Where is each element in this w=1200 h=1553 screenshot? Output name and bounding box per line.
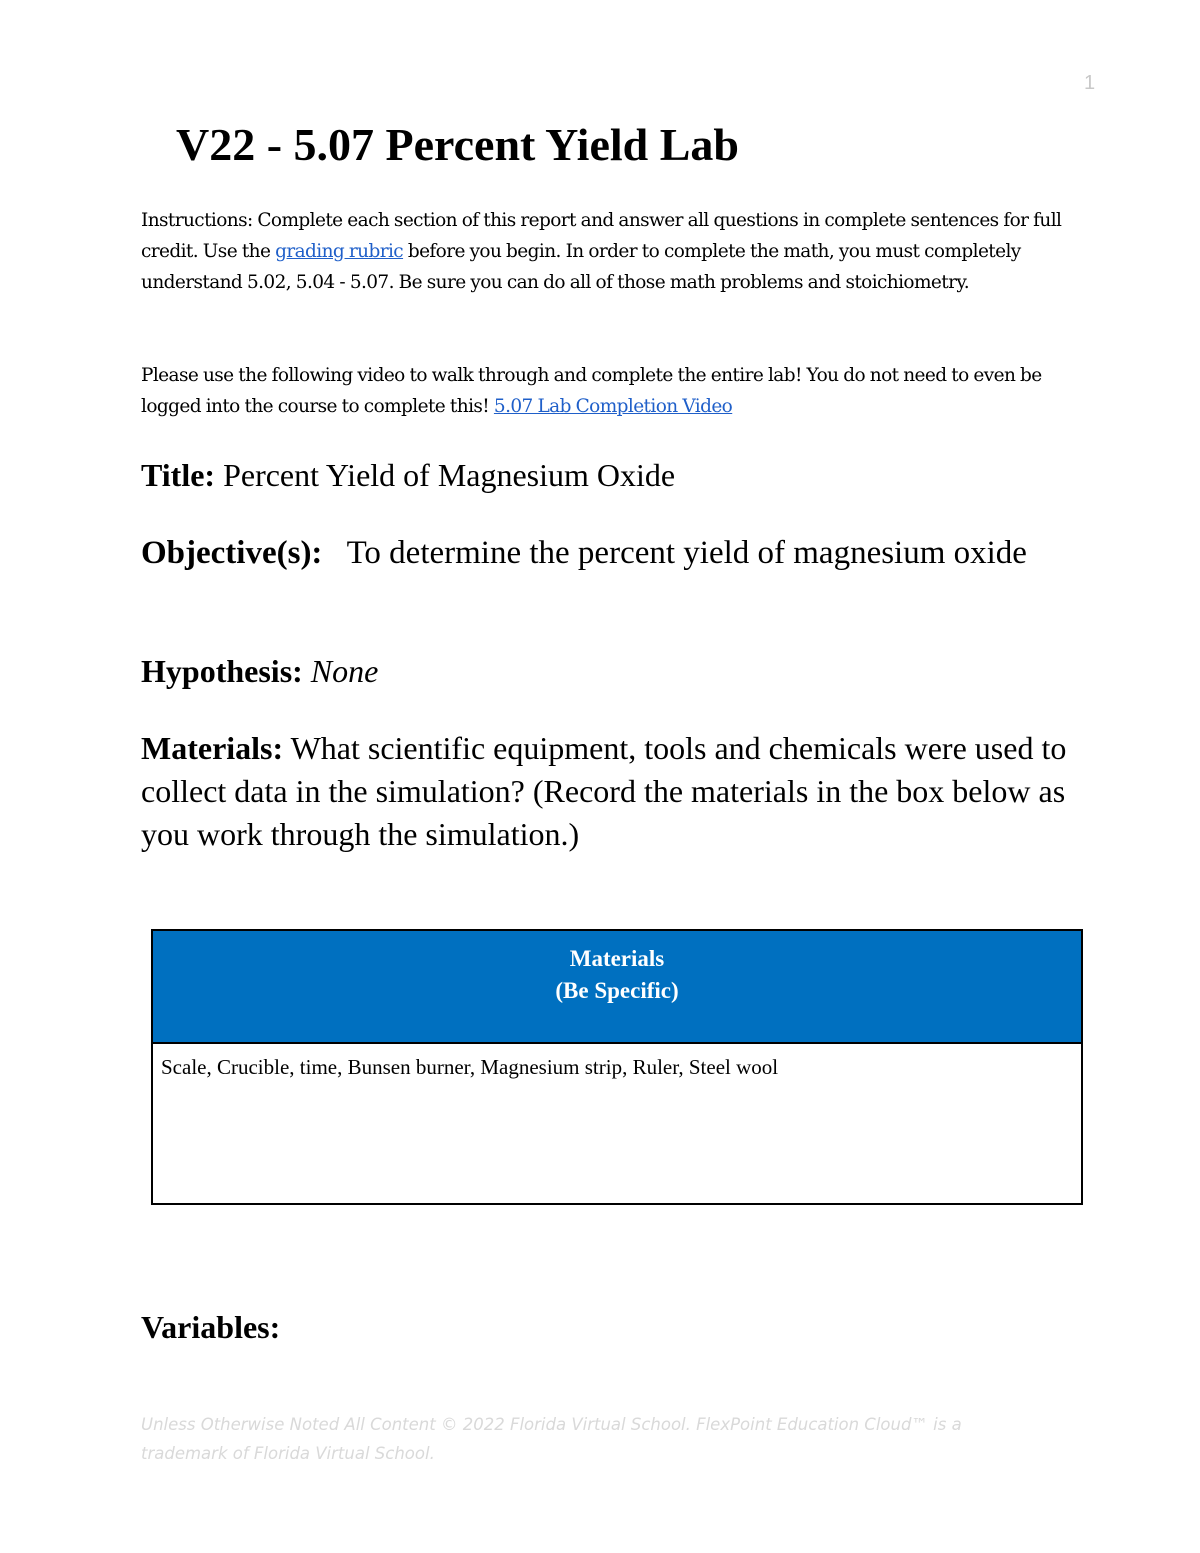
hypothesis-value: None <box>310 653 379 689</box>
materials-table <box>151 929 1083 1205</box>
grading-rubric-link[interactable]: grading rubric <box>275 241 404 262</box>
page-number: 1 <box>1084 72 1096 94</box>
title-label: Title: <box>141 457 216 493</box>
materials-table-cell[interactable]: Scale, Crucible, time, Bunsen burner, Magnesium strip, Ruler, Steel wool <box>161 1055 779 1079</box>
materials-header-subtitle: (Be Specific) <box>555 978 679 1003</box>
materials-header-title: Materials <box>569 946 665 971</box>
materials-label: Materials: <box>141 730 284 766</box>
document-title: V22 - 5.07 Percent Yield Lab <box>176 119 740 170</box>
title-section <box>141 454 1101 497</box>
variables-label: Variables: <box>141 1309 281 1345</box>
hypothesis-label: Hypothesis: <box>141 653 303 689</box>
copyright-footer: Unless Otherwise Noted All Content © 2022 Florida Virtual School. FlexPoint Education Cloud™ is a trademark of Florida Virtual School. <box>141 1415 962 1463</box>
materials-section <box>141 727 1101 856</box>
instructions-paragraph <box>141 205 1081 298</box>
title-value: Percent Yield of Magnesium Oxide <box>215 457 676 493</box>
instructions-text-after: before you begin. In order to complete the math, you must completely understand 5.02, 5.04 - 5.07. Be sure you can do all of those math problems and stoichiometry. <box>141 241 1021 293</box>
video-note-paragraph <box>141 360 1081 422</box>
materials-question: What scientific equipment, tools and chemicals were used to collect data in the simulation? (Record the materials in the box below as you work through the simulation.) <box>141 730 1067 852</box>
objective-value: To determine the percent yield of magnesium oxide <box>322 535 1027 571</box>
video-note-text: Please use the following video to walk through and complete the entire lab! You do not need to even be logged into the course to complete this! <box>141 365 1042 417</box>
hypothesis-section <box>141 650 1101 693</box>
materials-table-header <box>153 931 1081 1044</box>
objective-section <box>141 530 1101 576</box>
instructions-text-before: Instructions: Complete each section of this report and answer all questions in complete sentences for full credit. Use the <box>141 210 1062 262</box>
objective-label: Objective(s): <box>141 535 323 571</box>
lab-completion-video-link[interactable]: 5.07 Lab Completion Video <box>493 396 733 417</box>
variables-section <box>141 1306 1101 1349</box>
